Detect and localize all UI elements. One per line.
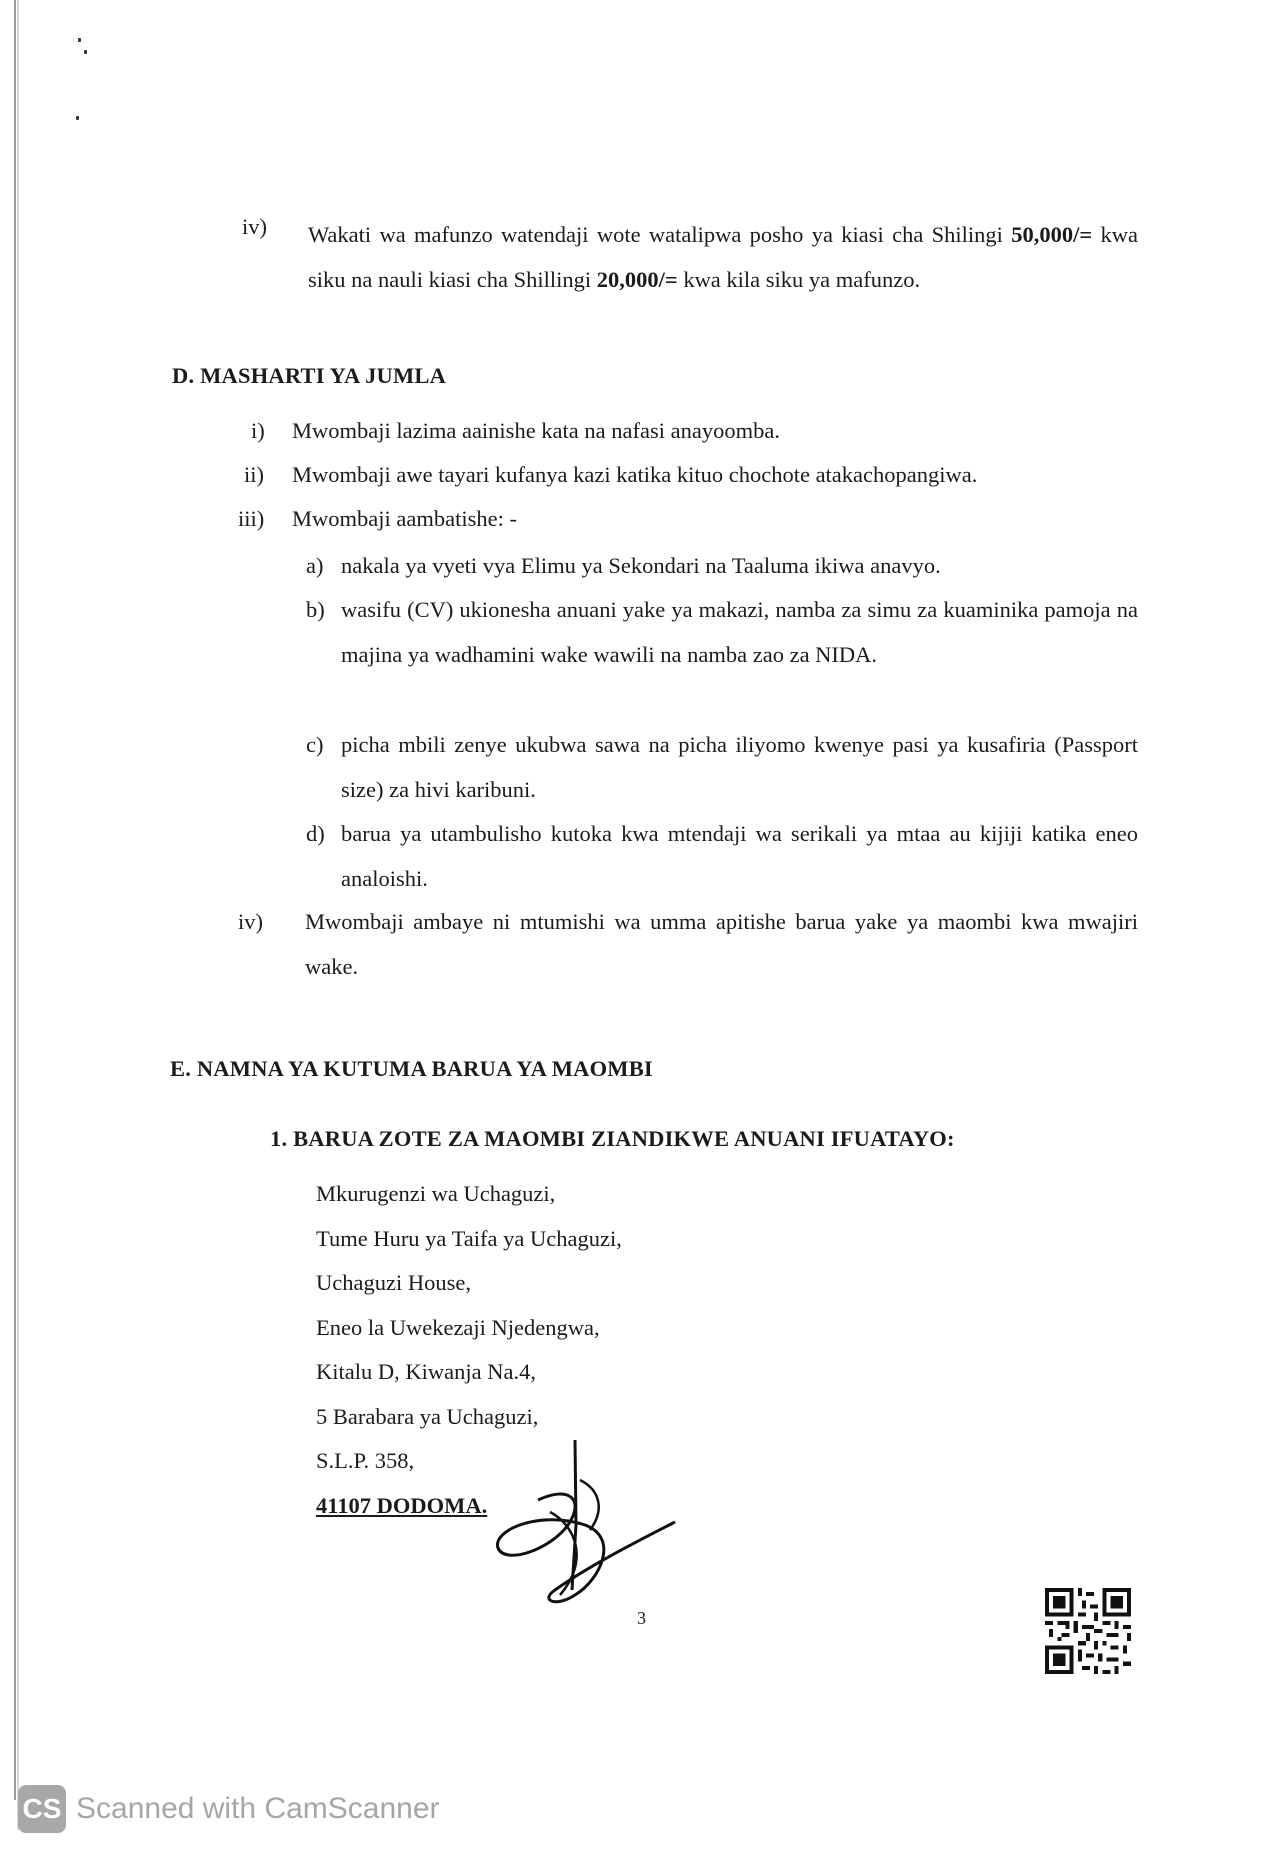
signature <box>480 1430 690 1610</box>
item-text: Mwombaji awe tayari kufanya kazi katika kituo chochote atakachopangiwa. <box>292 462 978 487</box>
subitem-label: a) <box>306 553 324 578</box>
address-line: 5 Barabara ya Uchaguzi, <box>316 1403 539 1429</box>
address-line: S.L.P. 358, <box>316 1448 415 1473</box>
section-e-subheading: 1. BARUA ZOTE ZA MAOMBI ZIANDIKWE ANUANI IFUATAYO: <box>270 1126 955 1151</box>
address-city: 41107 DODOMA. <box>316 1492 488 1518</box>
item-label: iv) <box>238 909 263 934</box>
scan-speck <box>78 38 81 42</box>
item-text: Mwombaji aambatishe: - <box>292 506 517 531</box>
scan-speck <box>84 50 87 54</box>
address-line: Eneo la Uwekezaji Njedengwa, <box>316 1314 600 1340</box>
subitem-text: barua ya utambulisho kutoka kwa mtendaji wa serikali ya mtaa au kijiji katika eneo analoishi. <box>341 821 1138 891</box>
subitem-label: b) <box>306 597 325 622</box>
item-text <box>308 212 1138 302</box>
subitem-text: picha mbili zenye ukubwa sawa na picha iliyomo kwenye pasi ya kusafiria (Passport size) za hivi karibuni. <box>341 732 1138 802</box>
item-text: Mwombaji ambaye ni mtumishi wa umma apitishe barua yake ya maombi kwa mwajiri wake. <box>305 909 1138 979</box>
address-line: Uchaguzi House, <box>316 1270 471 1295</box>
scan-page-edge <box>14 0 16 1800</box>
subitem-text: wasifu (CV) ukionesha anuani yake ya makazi, namba za simu za kuaminika pamoja na majina ya wadhamini wake wawili na namba zao za NIDA. <box>341 597 1138 667</box>
text-part: kwa kila siku ya mafunzo. <box>677 267 921 292</box>
item-label: i) <box>251 418 265 443</box>
subitem-label: c) <box>306 732 324 757</box>
address-line: Tume Huru ya Taifa ya Uchaguzi, <box>316 1225 622 1251</box>
item-label: iv) <box>242 214 267 239</box>
page-number: 3 <box>637 1608 646 1628</box>
address-line: Mkurugenzi wa Uchaguzi, <box>316 1181 556 1206</box>
qr-code <box>1045 1588 1131 1674</box>
text-part: Wakati wa mafunzo watendaji wote watalipwa posho ya kiasi cha Shilingi <box>308 222 1003 247</box>
text-part: kwa siku na nauli kiasi cha Shillingi <box>308 222 1138 292</box>
section-e-heading: E. NAMNA YA KUTUMA BARUA YA MAOMBI <box>170 1056 653 1081</box>
amount-allowance: 50,000/= <box>1011 222 1093 247</box>
subitem-label: d) <box>306 821 325 846</box>
scan-page-edge-shadow <box>17 0 19 1830</box>
camscanner-logo: CS <box>18 1785 66 1833</box>
amount-fare: 20,000/= <box>596 267 678 292</box>
item-label: ii) <box>244 462 264 487</box>
address-line: Kitalu D, Kiwanja Na.4, <box>316 1359 536 1384</box>
scan-speck <box>76 116 79 120</box>
watermark-text: Scanned with CamScanner <box>76 1792 440 1825</box>
section-d-heading: D. MASHARTI YA JUMLA <box>172 363 447 388</box>
item-label: iii) <box>238 506 265 531</box>
subitem-text: nakala ya vyeti vya Elimu ya Sekondari na Taaluma ikiwa anavyo. <box>341 553 941 578</box>
item-text: Mwombaji lazima aainishe kata na nafasi anayoomba. <box>292 418 780 443</box>
camscanner-watermark <box>18 1785 440 1833</box>
